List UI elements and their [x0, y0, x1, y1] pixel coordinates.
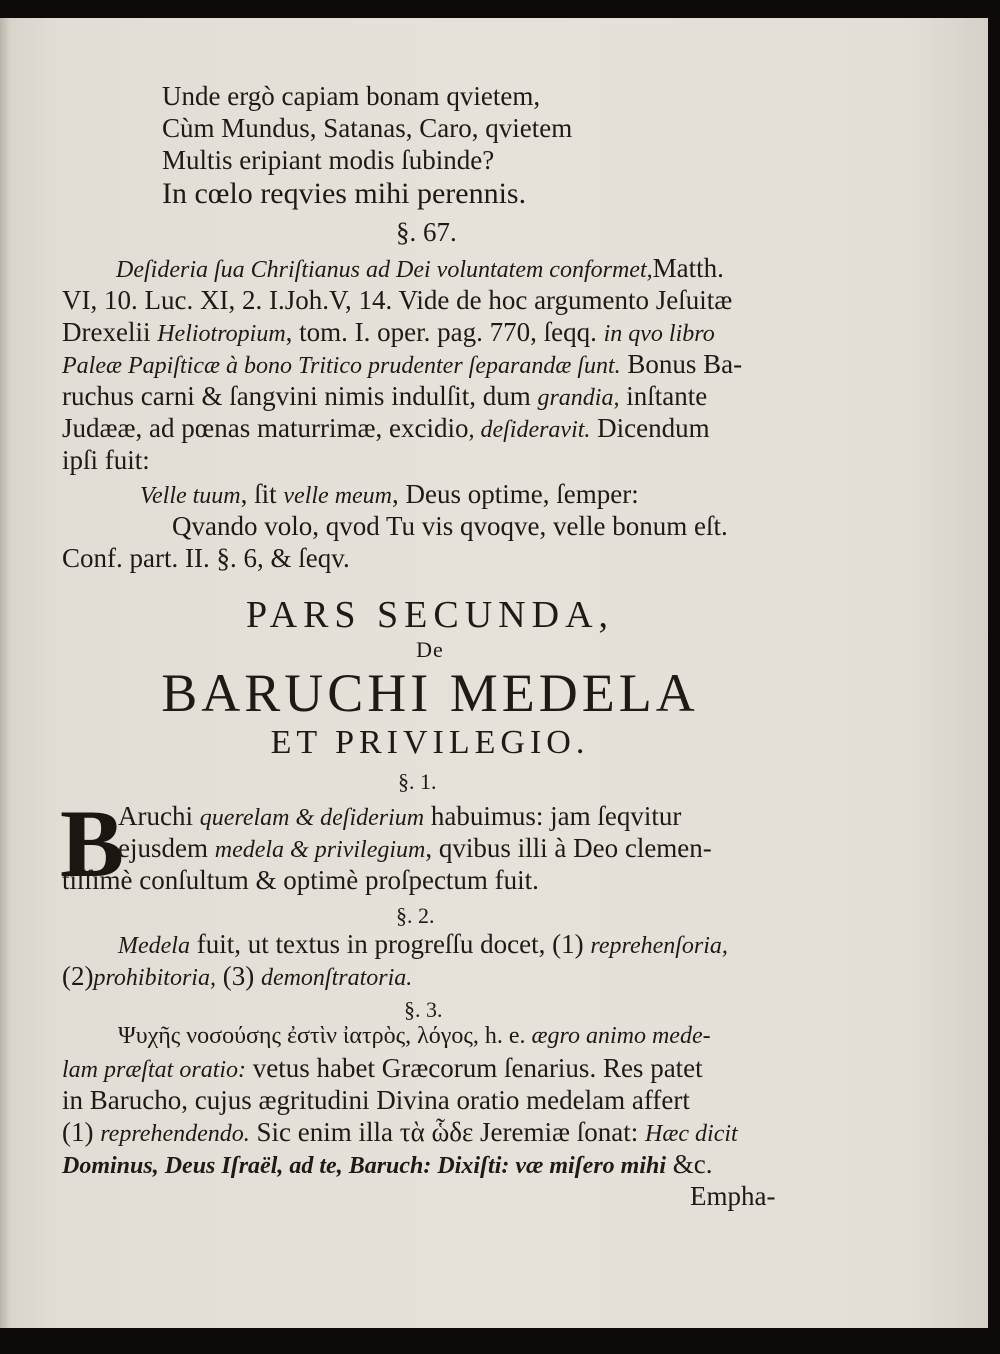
- sec1-line-2-b: medela & privilegium: [214, 837, 426, 863]
- sec3-line-4-a: (1): [62, 1117, 94, 1147]
- sec3-line-5-b: &c.: [672, 1149, 713, 1179]
- sec3-line-4-b: reprehendendo.: [100, 1121, 250, 1147]
- sec1-line-3: tiſſimè conſultum & optimè proſpectum fuit.: [62, 865, 539, 895]
- sec2-line-2-b: prohibitoria,: [93, 965, 216, 991]
- poem-line-4: In cœlo reqvies mihi perennis.: [162, 177, 527, 210]
- sec67-line-5-b: grandia,: [537, 385, 620, 411]
- heading-sub: ET PRIVILEGIO.: [270, 724, 590, 761]
- sec3-greek: Ψυχῆς νοσούσης ἐστὶν ἰατρὸς, λόγος: [118, 1023, 473, 1049]
- sec67-line-1-roman: Matth.: [652, 253, 724, 283]
- sec67-line-3-c: , tom. I. oper. pag. 770, ſeqq.: [285, 317, 597, 347]
- sec3-line-2-a: lam præſtat oratio:: [62, 1057, 247, 1083]
- sec67-line-5-c: inſtante: [626, 381, 708, 411]
- sec67-line-1: [116, 252, 724, 286]
- sec3-line-4: [62, 1116, 738, 1150]
- sec2-line-1: [118, 928, 728, 962]
- poem-line-2: Cùm Mundus, Satanas, Caro, qvietem: [162, 113, 573, 143]
- catchword: Empha-: [690, 1181, 776, 1211]
- sec67-line-5-a: ruchus carni & ſangvini nimis indulſit, dum: [62, 381, 531, 411]
- poem-line-3: Multis eripiant modis ſubinde?: [162, 145, 495, 175]
- sec1-line-2-c: , qvibus illi à Deo clemen-: [425, 833, 712, 863]
- poem-line-1: Unde ergò capiam bonam qvietem,: [162, 81, 541, 111]
- verse-1-d: , Deus optime, ſemper:: [392, 479, 639, 509]
- sec67-line-4-italic: Paleæ Papiſticæ à bono Tritico prudenter ſeparandæ ſunt.: [62, 353, 621, 379]
- sec67-line-4: [62, 348, 742, 382]
- section-number-3: §. 3.: [404, 997, 443, 1022]
- book-page: [0, 18, 988, 1328]
- sec3-line-4-c: Sic enim illa τὰ ὧδε Jeremiæ ſonat:: [256, 1117, 639, 1147]
- heading-title: BARUCHI MEDELA: [161, 663, 699, 723]
- sec67-verse-2: Qvando volo, qvod Tu vis qvoqve, velle bonum eſt.: [172, 511, 728, 541]
- sec3-line-5-a: Dominus, Deus Iſraël, ad te, Baruch: Dixiſti: væ miſero mihi: [62, 1153, 667, 1179]
- sec67-line-7: ipſi fuit:: [62, 445, 150, 475]
- sec67-line-6-a: Judææ, ad pœnas maturrimæ, excidio: [62, 413, 469, 443]
- sec2-line-2: [62, 960, 412, 994]
- sec3-line-1: [118, 1020, 711, 1052]
- sec2-line-1-b: fuit, ut textus in progreſſu docet, (1): [196, 929, 584, 959]
- sec2-line-2-a: (2): [62, 961, 94, 991]
- section-number-67: §. 67.: [396, 217, 457, 247]
- sec67-line-3-d: in qvo libro: [603, 321, 715, 347]
- sec1-line-1-b: querelam & deſiderium: [199, 805, 425, 831]
- sec1-line-1-c: habuimus: jam ſeqvitur: [430, 801, 682, 831]
- sec67-line-1-italic: Deſideria ſua Chriſtianus ad Dei voluntatem conformet,: [116, 257, 653, 283]
- sec3-line-2-b: vetus habet Græcorum ſenarius. Res patet: [252, 1053, 703, 1083]
- sec1-line-2-a: ejusdem: [118, 833, 208, 863]
- sec3-line-4-d: Hæc dicit: [645, 1121, 738, 1147]
- section-number-2: §. 2.: [396, 903, 435, 928]
- sec1-line-1-a: Aruchi: [118, 801, 193, 831]
- sec2-line-2-c: (3): [222, 961, 255, 991]
- sec67-conf: Conf. part. II. §. 6, & ſeqv.: [62, 543, 350, 573]
- sec2-line-1-c: reprehenſoria,: [590, 933, 728, 959]
- sec67-line-6-c: Dicendum: [597, 413, 710, 443]
- sec2-line-2-d: demonſtratoria.: [260, 965, 413, 991]
- sec67-line-5: [62, 380, 707, 414]
- sec67-line-3-b: Heliotropium: [157, 321, 286, 347]
- sec67-line-3: [62, 316, 715, 350]
- sec67-verse-1: [140, 478, 639, 512]
- verse-1-a: Velle tuum: [140, 483, 241, 509]
- sec3-line-1-c: ægro animo mede-: [531, 1023, 711, 1049]
- sec3-line-3: in Barucho, cujus ægritudini Divina oratio medelam affert: [62, 1085, 690, 1115]
- sec3-line-2: [62, 1052, 703, 1086]
- heading-pars: PARS SECUNDA,: [245, 594, 615, 636]
- drop-cap: B: [60, 790, 125, 897]
- section-number-1: §. 1.: [398, 769, 437, 794]
- sec67-line-4-roman: Bonus Ba-: [627, 349, 743, 379]
- sec67-line-6: [62, 412, 710, 446]
- sec67-line-6-b: , deſideravit.: [468, 417, 591, 443]
- sec1-line-1: [118, 800, 681, 834]
- sec3-line-5: [62, 1148, 713, 1182]
- sec3-line-1-b: , h. e.: [472, 1023, 526, 1049]
- sec67-line-2: VI, 10. Luc. XI, 2. I.Joh.V, 14. Vide de hoc argumento Jeſuitæ: [62, 285, 733, 315]
- sec67-line-3-a: Drexelii: [62, 317, 151, 347]
- heading-de: De: [416, 637, 444, 662]
- sec2-line-1-a: Medela: [118, 933, 190, 959]
- verse-1-b: , ſit: [240, 479, 277, 509]
- sec1-line-2: [118, 832, 712, 866]
- verse-1-c: velle meum: [283, 483, 393, 509]
